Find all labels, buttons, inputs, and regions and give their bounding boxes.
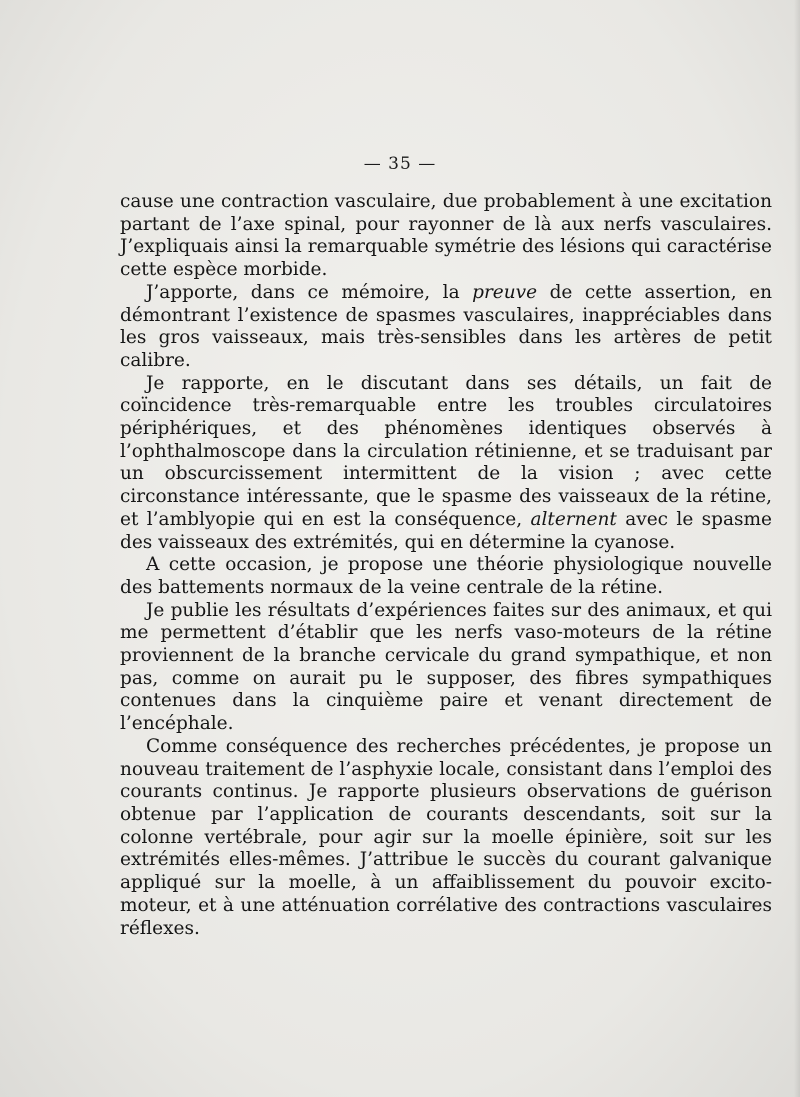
page-number: — 35 — xyxy=(363,154,437,174)
paragraph-6: Comme conséquence des recherches précédentes, je propose un nouveau traitement de l’asphyxie locale, consistant dans l’emploi des courants continus. Je rapporte plusieurs observations de guérison obtenue par l’application de courants descendants, soit sur la colonne vertébrale, pour agir sur la moelle épinière, soit sur les extrémités elles-mêmes. J’attribue le succès du courant galvanique appliqué sur la moelle, à un affaiblissement du pouvoir excito-moteur, et à une atténuation corrélative des contractions vasculaires réflexes. xyxy=(120,735,772,939)
paragraph-2-before: J’apporte, dans ce mémoire, la xyxy=(146,281,473,303)
body-text xyxy=(120,191,772,940)
paragraph-5: Je publie les résultats d’expériences faites sur des animaux, et qui me permettent d’établir que les nerfs vaso-moteurs de la rétine proviennent de la branche cervicale du grand sympathique, et non pas, comme on aurait pu le supposer, des fibres sympathiques contenues dans la cinquième paire et venant directement de l’encéphale. xyxy=(120,599,772,735)
paragraph-4: A cette occasion, je propose une théorie physiologique nouvelle des battements normaux de la veine centrale de la rétine. xyxy=(120,554,772,598)
paragraph-2-emphasis: preuve xyxy=(472,281,538,303)
paragraph-3 xyxy=(120,373,772,555)
paragraph-3-before: Je rapporte, en le discutant dans ses détails, un fait de coïncidence très-remarquable entre les troubles circulatoires périphériques, et des phénomènes identiques observés à l’ophthalmoscope dans la circulation rétinienne, et se traduisant par un obscurcissement intermittent de la vision ; avec cette circonstance intéressante, que le spasme des vaisseaux de la rétine, et l’amblyopie qui en est la conséquence, xyxy=(120,372,772,530)
paragraph-3-emphasis: alternent xyxy=(530,508,617,530)
paragraph-2-after: de cette assertion, en démontrant l’existence de spasmes vasculaires, inappréciables dans les gros vaisseaux, mais très-sensibles dans les artères de petit calibre. xyxy=(120,281,772,371)
paragraph-1: cause une contraction vasculaire, due probablement à une excitation partant de l’axe spinal, pour rayonner de là aux nerfs vasculaires. J’expliquais ainsi la remarquable symétrie des lésions qui caractérise cette espèce morbide. xyxy=(120,191,772,281)
paragraph-3-after: avec le spasme des vaisseaux des extrémités, qui en détermine la cyanose. xyxy=(120,508,772,553)
paragraph-2 xyxy=(120,282,772,373)
